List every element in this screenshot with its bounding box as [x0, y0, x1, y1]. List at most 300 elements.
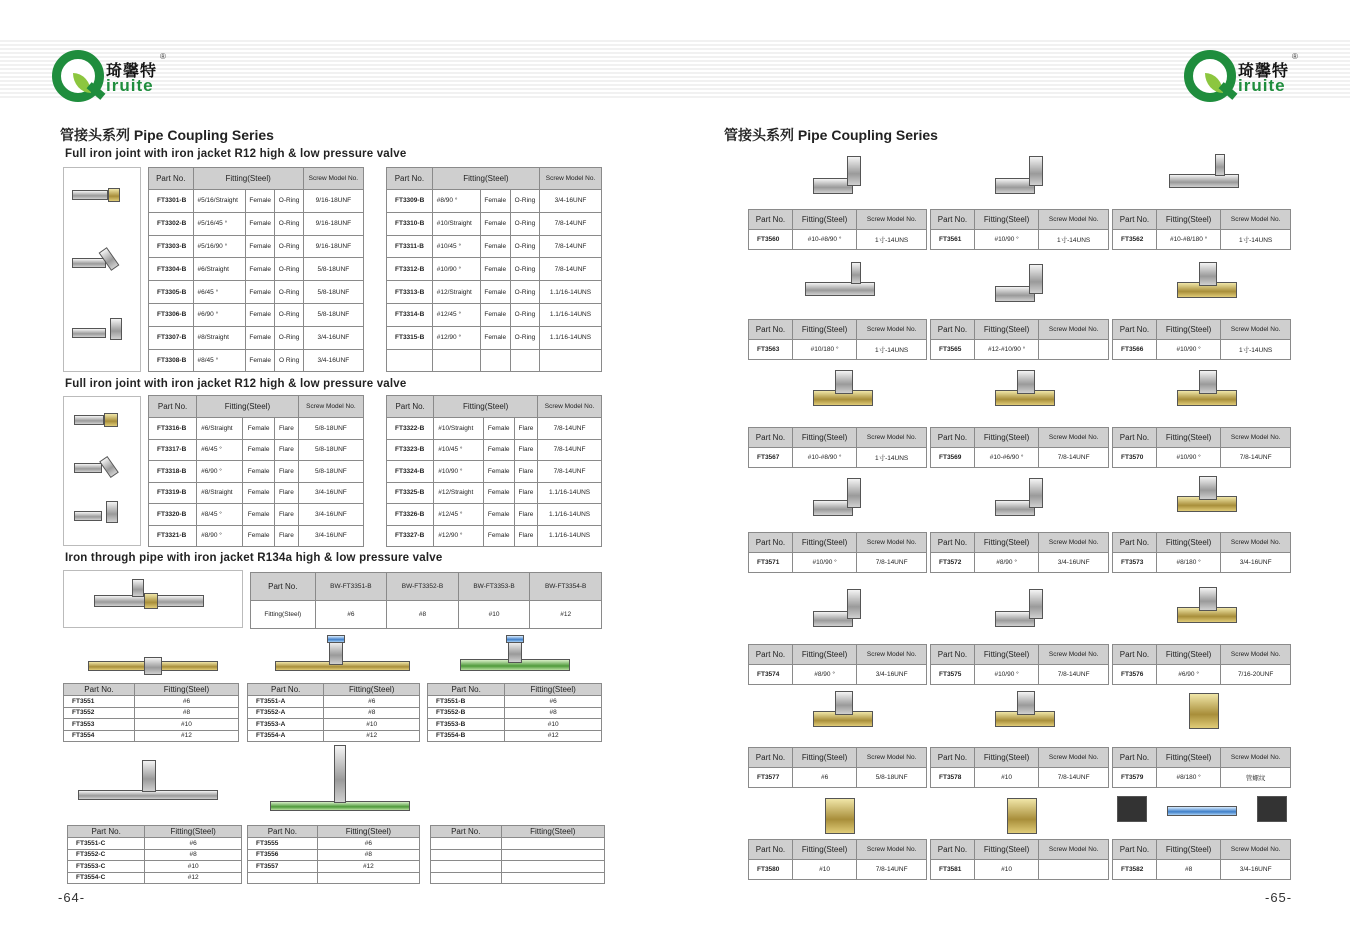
table-header-cell: Part No. — [68, 826, 145, 838]
table-header-cell: Part No. — [64, 684, 135, 696]
table-row — [387, 418, 602, 440]
table-header-cell: Screw Model No. — [1039, 533, 1109, 553]
fitting-size: #6/90 ° — [193, 303, 245, 326]
table-row — [387, 258, 602, 281]
fitting-size: #8/45 ° — [197, 504, 243, 526]
seal-type: Flare — [275, 504, 299, 526]
fitting-size: #12/90 ° — [434, 525, 483, 547]
table-header-cell: Part No. — [931, 210, 975, 230]
seal-type: Flare — [275, 461, 299, 483]
product-image-ft3562 — [1167, 150, 1247, 202]
page-title-right: 管接头系列 Pipe Coupling Series — [724, 127, 938, 143]
screw-model: 7/8-14UNF — [1039, 448, 1109, 468]
table-header-cell: Part No. — [931, 645, 975, 665]
fitting-size: #12/90 ° — [432, 326, 480, 349]
seal-type: O-Ring — [275, 235, 303, 258]
product-photo-s2 — [63, 396, 141, 546]
part-no — [431, 849, 502, 861]
seal-type: O-Ring — [510, 281, 539, 304]
part-no: FT3304-B — [149, 258, 194, 281]
table-ft3573 — [1112, 532, 1291, 573]
fitting-size: #6 — [324, 696, 420, 708]
fitting-size: #10 — [145, 861, 242, 873]
table-ft3578 — [930, 747, 1109, 788]
screw-model: 7/8-14UNF — [1221, 448, 1291, 468]
screw-model: 3/4-16UNF — [303, 326, 363, 349]
table-header-cell: Screw Model No. — [1039, 428, 1109, 448]
fitting-type: Female — [483, 525, 514, 547]
table-ft3569 — [930, 427, 1109, 468]
table-header-cell: Screw Model No. — [298, 396, 363, 418]
fitting-size: #8 — [145, 849, 242, 861]
product-image-ft3561 — [985, 150, 1065, 202]
table-header-cell: Screw Model No. — [303, 168, 363, 190]
table-header-cell: Screw Model No. — [1221, 840, 1291, 860]
part-no — [248, 872, 318, 884]
table-header-cell: Screw Model No. — [1039, 645, 1109, 665]
part-no: FT3582 — [1113, 860, 1157, 880]
table-row — [149, 326, 364, 349]
table-header-cell: Part No. — [749, 748, 793, 768]
seal-type: O-Ring — [510, 212, 539, 235]
part-no — [387, 349, 433, 372]
fitting-size: #10/Straight — [434, 418, 483, 440]
product-image-ft3551-c — [78, 760, 218, 810]
screw-model: 管螺纹 — [1221, 768, 1291, 788]
table-header-cell: Part No. — [251, 573, 316, 601]
table-row — [387, 326, 602, 349]
table-header-cell: Screw Model No. — [1221, 210, 1291, 230]
fitting-size: #10/90 ° — [792, 553, 856, 573]
table-row — [1113, 448, 1291, 468]
fitting-size: #12-#10/90 ° — [974, 340, 1038, 360]
page-number-right: -65- — [1265, 890, 1293, 905]
fitting-size: #6 — [134, 696, 238, 708]
table-header-cell: Part No. — [387, 396, 434, 418]
fitting-size: #10 — [458, 601, 530, 629]
screw-model: 7/8-14UNF — [1039, 665, 1109, 685]
fitting-size: #10 — [974, 860, 1038, 880]
table-header-cell: Part No. — [248, 684, 324, 696]
screw-model: 1寸-14UNS — [1221, 230, 1291, 250]
table-header-cell: Screw Model No. — [857, 748, 927, 768]
table-header-cell: Part No. — [931, 748, 975, 768]
table-row — [149, 281, 364, 304]
part-no: FT3571 — [749, 553, 793, 573]
fitting-size: #10 — [792, 860, 856, 880]
part-no: FT3575 — [931, 665, 975, 685]
fitting-type: Female — [245, 190, 274, 213]
table-header-cell: Screw Model No. — [538, 396, 602, 418]
part-no: FT3308-B — [149, 349, 194, 372]
part-no: FT3324-B — [387, 461, 434, 483]
table-row — [64, 719, 239, 731]
table-header-cell: Fitting(Steel) — [974, 840, 1038, 860]
part-no: FT3321-B — [149, 525, 197, 547]
table-row — [149, 504, 364, 526]
table-ft3580 — [748, 839, 927, 880]
part-no: FT3552-B — [428, 707, 505, 719]
seal-type: Flare — [275, 418, 299, 440]
table-header-cell: Part No. — [1113, 210, 1157, 230]
table-row — [428, 730, 602, 742]
table-row — [64, 707, 239, 719]
product-image-ft3567 — [803, 366, 883, 418]
fitting-type: Female — [480, 235, 510, 258]
table-s2-a — [148, 395, 364, 547]
table-row — [149, 349, 364, 372]
seal-type: Flare — [275, 439, 299, 461]
fitting-size — [501, 849, 604, 861]
screw-model: 7/8-14UNF — [540, 212, 602, 235]
part-no: FT3553-B — [428, 719, 505, 731]
screw-model: 7/8-14UNF — [857, 860, 927, 880]
part-no: FT3565 — [931, 340, 975, 360]
table-header-cell: BW-FT3351-B — [315, 573, 387, 601]
part-no: FT3551-A — [248, 696, 324, 708]
screw-model: 1寸-14UNS — [857, 340, 927, 360]
fitting-type: Female — [243, 461, 275, 483]
part-no: FT3580 — [749, 860, 793, 880]
part-no: FT3319-B — [149, 482, 197, 504]
table-header-cell: Fitting(Steel) — [1156, 840, 1220, 860]
screw-model: 3/4-16UNF — [298, 525, 363, 547]
table-row — [1113, 340, 1291, 360]
table-header-cell: Part No. — [149, 396, 197, 418]
fitting-size: #8 — [387, 601, 459, 629]
screw-model: 1.1/16-14UNS — [540, 281, 602, 304]
fitting-type: Female — [243, 525, 275, 547]
fitting-size: #12 — [505, 730, 602, 742]
screw-model — [540, 349, 602, 372]
fitting-size: #8 — [317, 849, 419, 861]
fitting-type: Female — [483, 439, 514, 461]
fitting-size: #10-#8/180 ° — [1156, 230, 1220, 250]
part-no: FT3315-B — [387, 326, 433, 349]
table-row — [387, 525, 602, 547]
product-image-ft3578 — [985, 687, 1065, 739]
table-row — [68, 861, 242, 873]
product-image-ft3576 — [1167, 583, 1247, 635]
product-image-ft3551-b — [460, 635, 570, 677]
screw-model: 1.1/16-14UNS — [540, 303, 602, 326]
screw-model: 1寸-14UNS — [1039, 230, 1109, 250]
fitting-size — [432, 349, 480, 372]
fitting-size: #12/45 ° — [432, 303, 480, 326]
table-header-cell: Screw Model No. — [857, 320, 927, 340]
table-row — [387, 235, 602, 258]
table-header-cell: Fitting(Steel) — [792, 210, 856, 230]
table-header-cell: Part No. — [931, 840, 975, 860]
fitting-size: #8/Straight — [193, 326, 245, 349]
table-header-cell: Screw Model No. — [1221, 428, 1291, 448]
table-s3 — [250, 572, 602, 629]
table-header-cell: Part No. — [749, 840, 793, 860]
table-header-cell: Part No. — [749, 533, 793, 553]
table-header-cell: Screw Model No. — [857, 533, 927, 553]
table-header-cell: Screw Model No. — [1039, 840, 1109, 860]
product-photo-s3 — [63, 570, 243, 628]
table-header-cell: Screw Model No. — [1221, 645, 1291, 665]
table-ft3577 — [748, 747, 927, 788]
registered-mark: ® — [160, 52, 166, 61]
part-no: FT3322-B — [387, 418, 434, 440]
table-header-cell: Part No. — [931, 533, 975, 553]
fitting-size: #10/45 ° — [432, 235, 480, 258]
fitting-size: #12 — [134, 730, 238, 742]
part-no: FT3310-B — [387, 212, 433, 235]
seal-type: O-Ring — [275, 303, 303, 326]
table-s2-b — [386, 395, 602, 547]
table-row — [1113, 665, 1291, 685]
table-row — [387, 439, 602, 461]
table-header-cell: Fitting(Steel) — [432, 168, 539, 190]
part-no: FT3552 — [64, 707, 135, 719]
fitting-size — [317, 872, 419, 884]
table-row — [428, 696, 602, 708]
table-header-cell: Part No. — [1113, 533, 1157, 553]
part-no: FT3556 — [248, 849, 318, 861]
product-image-ft3572 — [985, 472, 1065, 524]
screw-model: 3/4-16UNF — [1039, 553, 1109, 573]
screw-model: 7/8-14UNF — [538, 439, 602, 461]
table-header-cell: BW-FT3352-B — [387, 573, 459, 601]
screw-model: 5/8-18UNF — [298, 418, 363, 440]
fitting-size: #8 — [1156, 860, 1220, 880]
fitting-size: #5/16/Straight — [193, 190, 245, 213]
fitting-size: #8/180 ° — [1156, 553, 1220, 573]
table-header-cell: Fitting(Steel) — [974, 320, 1038, 340]
table-empty — [430, 825, 605, 884]
table-ft3576 — [1112, 644, 1291, 685]
screw-model: 1.1/16-14UNS — [538, 525, 602, 547]
screw-model: 7/8-14UNF — [538, 418, 602, 440]
table-row — [149, 190, 364, 213]
fitting-size: #10-#8/90 ° — [792, 230, 856, 250]
logo-ring-icon — [52, 50, 104, 102]
table-row — [387, 482, 602, 504]
seal-type: Flare — [514, 482, 537, 504]
part-no: FT3551 — [64, 696, 135, 708]
fitting-type: Female — [480, 303, 510, 326]
part-no — [431, 872, 502, 884]
table-ft3560 — [748, 209, 927, 250]
brand-logo-right — [1184, 48, 1304, 108]
screw-model: 9/16-18UNF — [303, 190, 363, 213]
table-row — [149, 439, 364, 461]
table-header-cell: Fitting(Steel) — [193, 168, 303, 190]
part-no: FT3323-B — [387, 439, 434, 461]
fitting-size — [501, 838, 604, 850]
part-no: FT3567 — [749, 448, 793, 468]
product-image-ft3570 — [1167, 366, 1247, 418]
fitting-type: Female — [480, 258, 510, 281]
table-ft3571 — [748, 532, 927, 573]
part-no: FT3577 — [749, 768, 793, 788]
part-no: FT3569 — [931, 448, 975, 468]
seal-type: Flare — [514, 418, 537, 440]
fitting-type: Female — [245, 258, 274, 281]
table-row — [749, 768, 927, 788]
screw-model: 1寸-14UNS — [1221, 340, 1291, 360]
screw-model: 7/16-20UNF — [1221, 665, 1291, 685]
table-ft3570 — [1112, 427, 1291, 468]
part-no: FT3311-B — [387, 235, 433, 258]
fitting-size: #8/45 ° — [193, 349, 245, 372]
table-row — [749, 230, 927, 250]
table-header-cell: Part No. — [931, 320, 975, 340]
fitting-type: Female — [480, 326, 510, 349]
part-no: FT3579 — [1113, 768, 1157, 788]
seal-type: O-Ring — [275, 190, 303, 213]
table-header-cell: Part No. — [931, 428, 975, 448]
seal-type: O-Ring — [510, 326, 539, 349]
table-ft3566 — [1112, 319, 1291, 360]
seal-type: O-Ring — [275, 326, 303, 349]
table-row — [248, 849, 420, 861]
table-row — [1113, 768, 1291, 788]
table-header-cell: Fitting(Steel) — [974, 748, 1038, 768]
product-image-ft3563 — [803, 258, 883, 310]
fitting-size: #8/180 ° — [1156, 768, 1220, 788]
table-row — [387, 281, 602, 304]
fitting-size: #6/90 ° — [197, 461, 243, 483]
table-header-cell: Screw Model No. — [857, 210, 927, 230]
part-no: FT3553-C — [68, 861, 145, 873]
table-ft3574 — [748, 644, 927, 685]
seal-type: O-Ring — [275, 258, 303, 281]
table-header-cell: Fitting(Steel) — [974, 428, 1038, 448]
product-image-ft3555 — [270, 745, 410, 820]
seal-type: Flare — [275, 525, 299, 547]
table-header-cell: Part No. — [749, 320, 793, 340]
table-row — [931, 665, 1109, 685]
table-row — [68, 849, 242, 861]
table-header-cell: Part No. — [431, 826, 502, 838]
screw-model: 5/8-18UNF — [857, 768, 927, 788]
fitting-type: Female — [483, 482, 514, 504]
fitting-size — [501, 861, 604, 873]
table-ft3581 — [930, 839, 1109, 880]
table-header-cell: Fitting(Steel) — [1156, 748, 1220, 768]
part-no: FT3301-B — [149, 190, 194, 213]
fitting-size — [501, 872, 604, 884]
screw-model: 9/16-18UNF — [303, 235, 363, 258]
fitting-type: Female — [483, 461, 514, 483]
part-no: FT3560 — [749, 230, 793, 250]
fitting-size: #12/Straight — [434, 482, 483, 504]
part-no: FT3314-B — [387, 303, 433, 326]
table-header-cell: Fitting(Steel) — [197, 396, 299, 418]
table-row — [428, 719, 602, 731]
screw-model: 1.1/16-14UNS — [538, 482, 602, 504]
fitting-size: #6/45 ° — [197, 439, 243, 461]
fitting-size: #6/45 ° — [193, 281, 245, 304]
table-row — [248, 872, 420, 884]
part-no: FT3561 — [931, 230, 975, 250]
fitting-size: #12/Straight — [432, 281, 480, 304]
fitting-type: Female — [243, 504, 275, 526]
fitting-size: #6/90 ° — [1156, 665, 1220, 685]
part-no: FT3302-B — [149, 212, 194, 235]
screw-model: 3/4-16UNF — [298, 482, 363, 504]
table-ft3555 — [247, 825, 420, 884]
table-header-cell: Fitting(Steel) — [792, 320, 856, 340]
product-image-ft3574 — [803, 583, 883, 635]
table-row — [149, 418, 364, 440]
fitting-type: Female — [483, 418, 514, 440]
table-row — [387, 349, 602, 372]
table-row — [1113, 860, 1291, 880]
page-title-left: 管接头系列 Pipe Coupling Series — [60, 127, 274, 143]
fitting-type: Female — [480, 190, 510, 213]
fitting-size: #10-#6/90 ° — [974, 448, 1038, 468]
table-row — [1113, 230, 1291, 250]
table-row — [387, 303, 602, 326]
fitting-type: Female — [245, 326, 274, 349]
product-image-ft3569 — [985, 366, 1065, 418]
registered-mark: ® — [1292, 52, 1298, 61]
fitting-size: #6 — [315, 601, 387, 629]
seal-type: Flare — [514, 504, 537, 526]
table-ft3582 — [1112, 839, 1291, 880]
table-row — [749, 448, 927, 468]
screw-model: 1.1/16-14UNS — [538, 504, 602, 526]
fitting-type — [480, 349, 510, 372]
fitting-size: #12/45 ° — [434, 504, 483, 526]
table-row — [68, 872, 242, 884]
screw-model — [1039, 340, 1109, 360]
fitting-size: #8/90 ° — [197, 525, 243, 547]
part-no: FT3573 — [1113, 553, 1157, 573]
fitting-size: #12 — [530, 601, 602, 629]
table-header-cell: Screw Model No. — [857, 840, 927, 860]
part-no: FT3581 — [931, 860, 975, 880]
table-header-cell: Fitting(Steel) — [1156, 320, 1220, 340]
product-image-ft3580 — [803, 792, 883, 844]
table-header-cell: Fitting(Steel) — [501, 826, 604, 838]
part-no: FT3555 — [248, 838, 318, 850]
table-row — [68, 838, 242, 850]
screw-model: 5/8-18UNF — [298, 461, 363, 483]
table-row — [931, 768, 1109, 788]
part-no: FT3303-B — [149, 235, 194, 258]
fitting-size: #10 — [974, 768, 1038, 788]
part-no: FT3552-C — [68, 849, 145, 861]
part-no: FT3563 — [749, 340, 793, 360]
part-no: FT3551-B — [428, 696, 505, 708]
table-header-cell: BW-FT3354-B — [530, 573, 602, 601]
seal-type: Flare — [514, 439, 537, 461]
screw-model: 5/8-18UNF — [303, 303, 363, 326]
screw-model: 7/8-14UNF — [538, 461, 602, 483]
table-header-cell: Part No. — [1113, 320, 1157, 340]
fitting-type: Female — [480, 281, 510, 304]
fitting-type: Female — [245, 212, 274, 235]
table-header-cell: Screw Model No. — [540, 168, 602, 190]
table-header-cell: Fitting(Steel) — [317, 826, 419, 838]
fitting-size: #6 — [792, 768, 856, 788]
fitting-type: Female — [480, 212, 510, 235]
table-ft3551-b — [427, 683, 602, 742]
table-row — [248, 696, 420, 708]
part-no: FT3326-B — [387, 504, 434, 526]
part-no: FT3576 — [1113, 665, 1157, 685]
table-row — [931, 860, 1109, 880]
product-image-ft3577 — [803, 687, 883, 739]
table-row — [931, 340, 1109, 360]
table-row — [149, 461, 364, 483]
